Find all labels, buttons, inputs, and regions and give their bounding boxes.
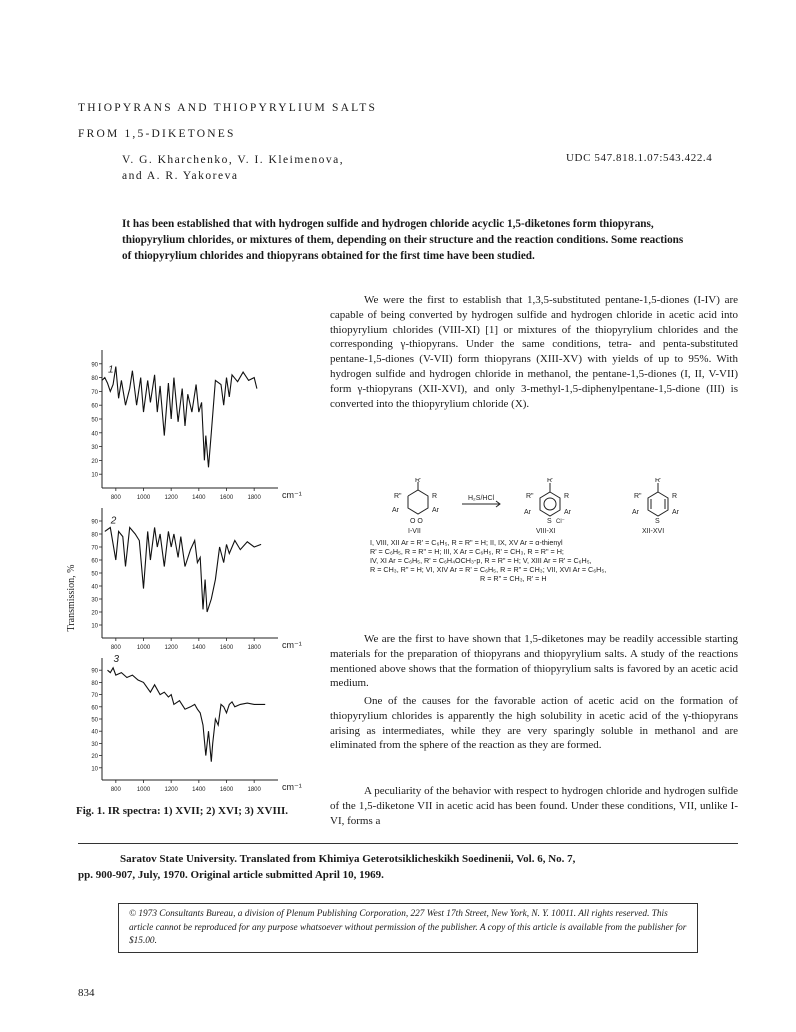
y-tick-label: 10 — [91, 623, 98, 630]
authors — [122, 152, 344, 184]
x-tick-label: 800 — [110, 495, 121, 501]
paragraph-text: We are the first to have shown that 1,5-diketones may be readily accessible starting materials for the preparation of thiopyrans and thiopyrylium salts. A study of the reactions mentioned above shows that the formation of thiopyrylium salts is favored by an acetic acid medium. — [330, 633, 738, 690]
y-tick-label: 60 — [91, 705, 98, 712]
x-tick-label: 1200 — [164, 645, 178, 651]
title-line-2: FROM 1,5-DIKETONES — [78, 128, 236, 140]
ir-spectra-figure — [60, 340, 326, 800]
y-tick-label: 80 — [91, 376, 98, 383]
spectrum-label: 1 — [108, 364, 114, 376]
spectrum-line-2 — [105, 528, 261, 613]
scheme-ar-b1: Ar — [524, 509, 531, 516]
abstract-text: It has been established that with hydrogen sulfide and hydrogen chloride acyclic 1,5-diketones form thiopyrans, thiopyrylium chlorides, or mixtures of them, depending on their structure and the reaction conditions. Some reactions of thiopyrylium chlorides and thiopyrans obtained for the first time have been studied. — [122, 218, 684, 262]
article-title — [78, 95, 377, 147]
y-tick-label: 80 — [91, 680, 98, 687]
copyright-box — [118, 903, 698, 953]
scheme-substituent-legend — [370, 538, 740, 583]
x-tick-label: 800 — [110, 645, 121, 651]
y-tick-label: 60 — [91, 403, 98, 410]
abstract — [122, 216, 692, 264]
y-tick-label: 50 — [91, 417, 98, 424]
x-tick-label: 1800 — [247, 495, 261, 501]
scheme-o: O O — [410, 518, 423, 525]
y-tick-label: 30 — [91, 741, 98, 748]
y-axis-label: Transmission, % — [66, 564, 77, 632]
title-line-1: THIOPYRANS AND THIOPYRYLIUM SALTS — [78, 102, 378, 114]
y-tick-label: 80 — [91, 532, 98, 539]
figure-caption: Fig. 1. IR spectra: 1) XVII; 2) XVI; 3) XVIII. — [76, 805, 289, 817]
y-tick-label: 40 — [91, 729, 98, 736]
x-tick-label: 1600 — [219, 495, 234, 501]
spectrum-label: 2 — [110, 515, 117, 527]
udc-code: UDC 547.818.1.07:543.422.4 — [566, 152, 713, 164]
footnote-divider — [78, 843, 738, 844]
x-unit-label: cm⁻¹ — [282, 640, 302, 650]
scheme-ar-b2: Ar — [564, 509, 571, 516]
thiopyran-structure — [648, 483, 668, 516]
spectrum-line-3 — [108, 668, 266, 762]
scheme-note-line: R' = C₆H₅, R = R" = H; III, X Ar = C₆H₅, R' = CH₃, R = R" = H; — [370, 547, 564, 556]
body-paragraph-3 — [330, 694, 738, 753]
x-tick-label: 1800 — [247, 645, 261, 651]
scheme-r-b: R — [564, 493, 570, 500]
x-tick-label: 1600 — [219, 645, 234, 651]
scheme-ar-a2: Ar — [432, 507, 439, 514]
y-tick-label: 50 — [91, 717, 98, 724]
body-paragraph-1 — [330, 293, 738, 411]
scheme-note-line: R = R" = CH₃, R' = H — [480, 574, 547, 583]
y-tick-label: 50 — [91, 571, 98, 578]
y-tick-label: 70 — [91, 693, 98, 700]
scheme-cl: Cl⁻ — [556, 519, 565, 525]
scheme-label-c: XII-XVI — [642, 528, 665, 535]
y-tick-label: 10 — [91, 766, 98, 773]
y-tick-label: 70 — [91, 389, 98, 396]
y-tick-label: 70 — [91, 545, 98, 552]
y-tick-label: 20 — [91, 754, 98, 761]
paragraph-text: One of the causes for the favorable action of acetic acid on the formation of thiopyrylium chlorides is apparently the high solubility in acetic acid of the γ-thiopyrans arising as intermediates, while they are very sparingly soluble in methanol and are eliminated from the sphere of the reaction as they are formed. — [330, 695, 738, 752]
y-tick-label: 30 — [91, 445, 98, 452]
scheme-s-c: S — [655, 518, 660, 525]
body-paragraph-2 — [330, 632, 738, 691]
scheme-note-line: IV, XI Ar = C₆H₅, R' = C₆H₄OCH₃-p, R = R" = H; V, XIII Ar = R' = C₆H₅, — [370, 556, 592, 565]
y-tick-label: 40 — [91, 584, 98, 591]
affiliation-line-1: Saratov State University. Translated from Khimiya Geterotsiklicheskikh Soedinenii, Vol. 6, No. 7, — [120, 853, 576, 865]
scheme-r1-b: R' — [547, 478, 554, 484]
y-tick-label: 90 — [91, 519, 98, 526]
scheme-note-line: R = CH₃, R" = H; VI, XIV Ar = R' = C₆H₅, R = R" = CH₃; VII, XVI Ar = C₆H₅, — [370, 565, 607, 574]
scheme-r-c: R — [672, 493, 678, 500]
scheme-s-b: S — [547, 518, 552, 525]
x-tick-label: 800 — [110, 787, 121, 793]
y-tick-label: 40 — [91, 431, 98, 438]
authors-line-1: V. G. Kharchenko, V. I. Kleimenova, — [122, 154, 345, 166]
y-tick-label: 60 — [91, 558, 98, 565]
affiliation-line-2: pp. 900-907, July, 1970. Original article submitted April 10, 1969. — [78, 869, 384, 881]
spectra-panels — [91, 350, 301, 793]
x-unit-label: cm⁻¹ — [282, 490, 302, 500]
paragraph-text: We were the first to establish that 1,3,5-substituted pentane-1,5-diones (I-IV) are capable of being converted by hydrogen sulfide and hydrogen chloride in acetic acid into thiopyrylium chlorides (VIII-XI) [1] or mixtures of the thiopyrylium chlorides and the corresponding γ-thiopyrans. Under the same conditions, tetra- and penta-substituted pentane-1,5-diones (V-VII) form thiopyrans (XIII-XV) with yields of up to 95%. With hydrogen sulfide and hydrogen chloride in methanol, the pentane-1,5-diones (I, II, V-VII) form γ-thiopyrans (XII-XVI), and only 3-methyl-1,5-diphenylpentane-1,5-dione (III) is converted into the thiopyrylium chloride (X). — [330, 294, 738, 410]
thiopyrylium-structure — [540, 483, 560, 516]
y-tick-label: 20 — [91, 610, 98, 617]
paragraph-text: A peculiarity of the behavior with respect to hydrogen chloride and hydrogen sulfide of the 1,5-diketone VII in acetic acid has been found. Under these conditions, VII, unlike I-VI, forms a — [330, 785, 738, 827]
x-tick-label: 1400 — [192, 787, 206, 793]
y-tick-label: 90 — [91, 668, 98, 675]
x-unit-label: cm⁻¹ — [282, 782, 302, 792]
x-tick-label: 1200 — [164, 495, 178, 501]
spectrum-label: 3 — [113, 654, 120, 666]
reaction-scheme — [370, 478, 730, 538]
x-tick-label: 1200 — [164, 787, 178, 793]
y-tick-label: 30 — [91, 597, 98, 604]
scheme-r1-a: R' — [415, 478, 422, 484]
scheme-r-a: R — [432, 493, 438, 500]
x-tick-label: 1000 — [136, 645, 151, 651]
scheme-ar-c2: Ar — [672, 509, 679, 516]
authors-line-2: and A. R. Yakoreva — [122, 170, 239, 182]
x-tick-label: 1400 — [192, 495, 206, 501]
x-tick-label: 1400 — [192, 645, 206, 651]
copyright-text: © 1973 Consultants Bureau, a division of Plenum Publishing Corporation, 227 West 17th Street, New York, N. Y. 10011. All rights reserved. This article cannot be reproduced for any purpose whatsoever without permission of the publisher. A copy of this article is available from the publisher for $15.00. — [129, 909, 687, 946]
y-tick-label: 10 — [91, 472, 98, 479]
page-number: 834 — [78, 987, 95, 999]
x-tick-label: 1000 — [136, 495, 151, 501]
scheme-note-line: I, VIII, XII Ar = R' = C₆H₅, R = R" = H; II, IX, XV Ar = α-thienyl — [370, 538, 563, 547]
x-tick-label: 1800 — [247, 787, 261, 793]
scheme-r2-c: R" — [634, 493, 642, 500]
scheme-r2-b: R" — [526, 493, 534, 500]
scheme-label-b: VIII-XI — [536, 528, 556, 535]
y-tick-label: 90 — [91, 362, 98, 369]
x-tick-label: 1000 — [136, 787, 151, 793]
scheme-ar-a1: Ar — [392, 507, 399, 514]
scheme-r1-c: R' — [655, 478, 662, 484]
scheme-reagent: H₂S/HCl — [468, 495, 495, 502]
x-tick-label: 1600 — [219, 787, 234, 793]
spectrum-line-1 — [102, 367, 257, 468]
diketone-structure — [408, 482, 428, 514]
scheme-ar-c1: Ar — [632, 509, 639, 516]
scheme-r2-a: R" — [394, 493, 402, 500]
scheme-label-a: I-VII — [408, 528, 421, 535]
y-tick-label: 20 — [91, 458, 98, 465]
body-paragraph-4 — [330, 784, 738, 828]
affiliation-note — [78, 851, 728, 883]
